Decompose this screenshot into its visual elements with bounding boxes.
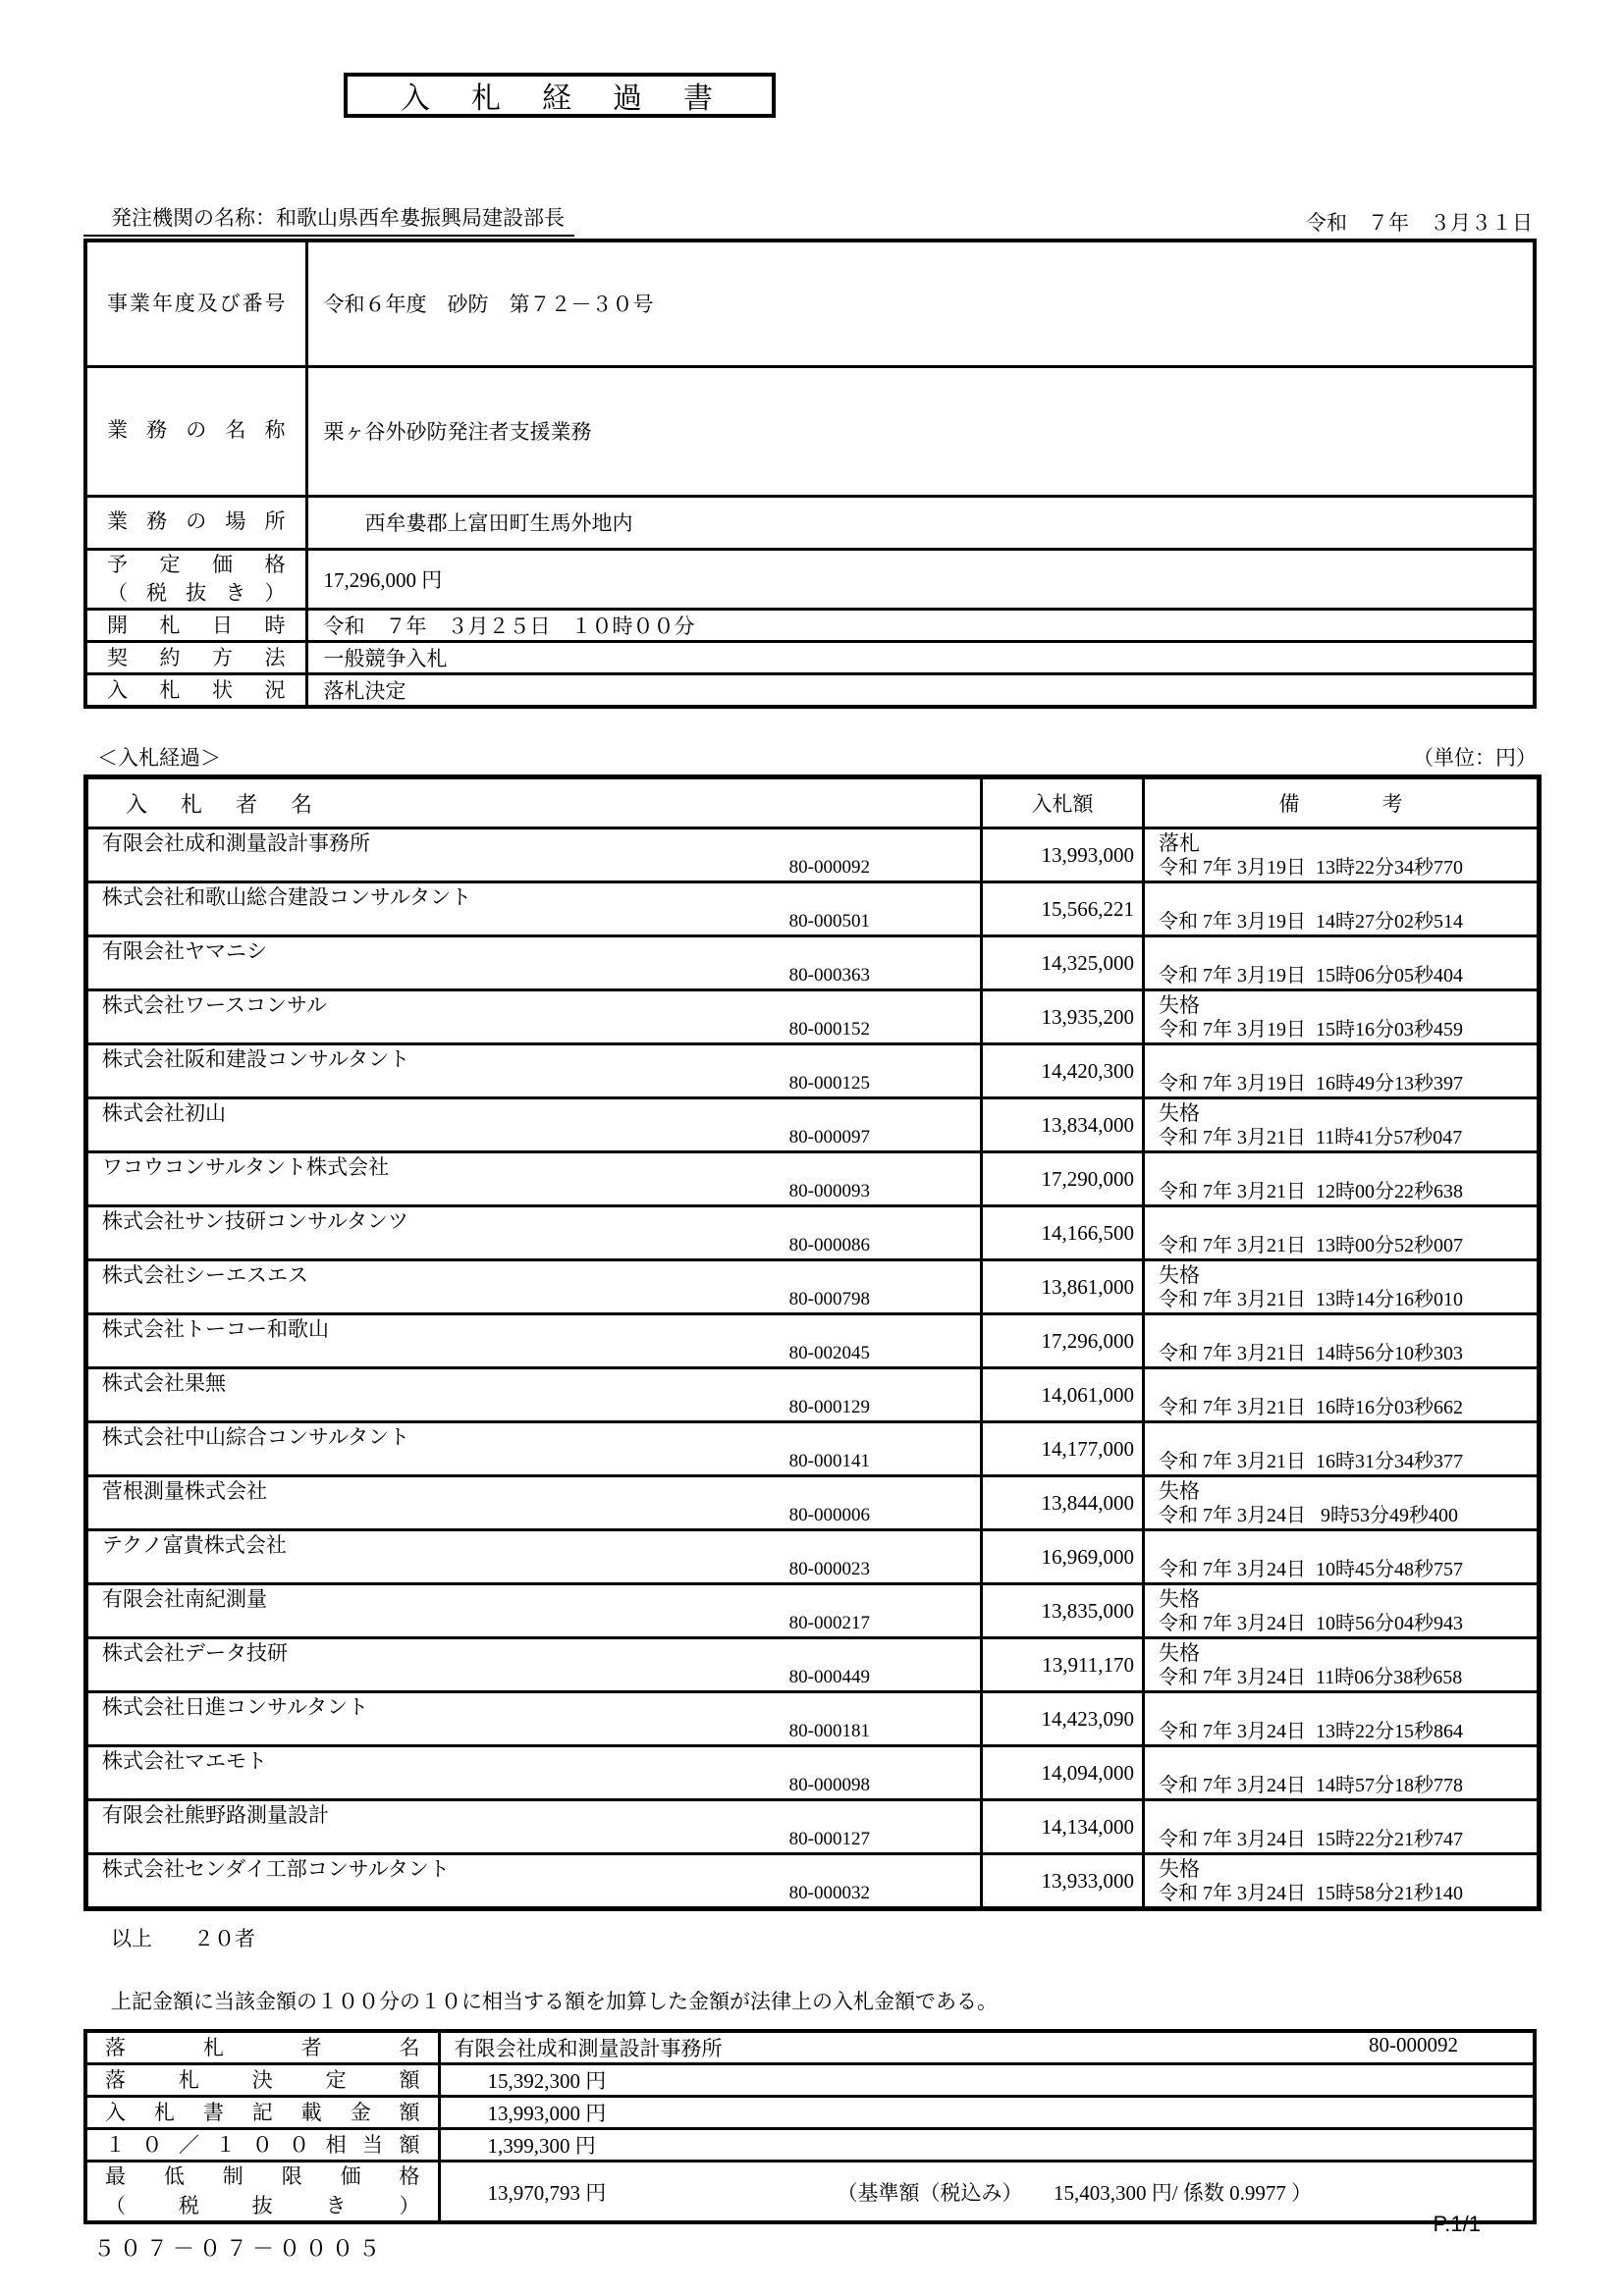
bidder-name: 有限会社ヤマニシ bbox=[102, 939, 267, 964]
result-row-bid-sheet-amount bbox=[85, 2097, 1535, 2129]
info-label-cell bbox=[85, 642, 306, 674]
result-row-winner bbox=[85, 2031, 1535, 2064]
bid-datetime: 令和 7年 3月24日 11時06分38秒658 bbox=[1159, 1667, 1463, 1689]
bid-datetime: 令和 7年 3月21日 11時41分57秒047 bbox=[1159, 1127, 1463, 1149]
bid-row bbox=[86, 828, 1540, 882]
bidder-name: 有限会社熊野路測量設計 bbox=[102, 1803, 329, 1828]
bid-row bbox=[86, 936, 1540, 990]
bidder-cell bbox=[86, 1476, 982, 1530]
award-result-table bbox=[83, 2029, 1537, 2224]
minimum-price-amount: 13,970,793 円 bbox=[487, 2180, 607, 2205]
bid-status bbox=[1159, 1370, 1537, 1396]
bidder-cell bbox=[86, 1260, 982, 1314]
bid-row bbox=[86, 1260, 1540, 1314]
bidder-code: 80-000098 bbox=[788, 1775, 870, 1796]
bid-datetime: 令和 7年 3月21日 13時14分16秒010 bbox=[1159, 1289, 1463, 1311]
bid-amount: 14,166,500 bbox=[982, 1206, 1144, 1260]
info-value: 一般競争入札 bbox=[306, 642, 1535, 674]
bid-amount: 14,094,000 bbox=[982, 1746, 1144, 1800]
document-date: 令和 ７年 ３月３１日 bbox=[1306, 211, 1533, 235]
info-label-cell bbox=[85, 549, 306, 610]
bidder-name: テクノ富貴株式会社 bbox=[102, 1533, 287, 1558]
bid-amount: 14,134,000 bbox=[982, 1800, 1144, 1854]
bid-status bbox=[1159, 1802, 1537, 1828]
bidder-code: 80-000006 bbox=[788, 1505, 870, 1526]
bidder-code: 80-000127 bbox=[788, 1829, 870, 1850]
bid-amount: 13,933,000 bbox=[982, 1854, 1144, 1909]
result-label-cell bbox=[85, 2097, 439, 2129]
bidder-cell bbox=[86, 1314, 982, 1368]
info-label: 業務の場所 bbox=[107, 509, 286, 534]
remarks-cell bbox=[1144, 1638, 1540, 1692]
bid-amount: 14,420,300 bbox=[982, 1044, 1144, 1098]
info-value: 落札決定 bbox=[306, 674, 1535, 708]
bid-datetime: 令和 7年 3月21日 12時00分22秒638 bbox=[1159, 1181, 1463, 1203]
bidder-name: 株式会社マエモト bbox=[102, 1749, 267, 1774]
bidder-name: 株式会社トーコー和歌山 bbox=[102, 1317, 329, 1342]
bid-row bbox=[86, 882, 1540, 936]
bid-row bbox=[86, 1152, 1540, 1206]
bid-row bbox=[86, 1692, 1540, 1746]
column-header-remarks: 備 考 bbox=[1144, 777, 1540, 828]
remarks-cell bbox=[1144, 1584, 1540, 1638]
bidder-cell bbox=[86, 1854, 982, 1909]
bid-amount: 13,835,000 bbox=[982, 1584, 1144, 1638]
info-label-cell bbox=[85, 674, 306, 708]
bidder-code: 80-000032 bbox=[788, 1883, 870, 1904]
bid-status: 失格 bbox=[1159, 1587, 1200, 1612]
bidder-name: 有限会社成和測量設計事務所 bbox=[102, 831, 370, 856]
bid-status bbox=[1159, 1154, 1537, 1180]
bid-status bbox=[1159, 938, 1537, 964]
bidder-name: 株式会社和歌山総合建設コンサルタント bbox=[102, 885, 472, 910]
bidder-name: 株式会社ワースコンサル bbox=[102, 993, 327, 1018]
bid-datetime: 令和 7年 3月24日 14時57分18秒778 bbox=[1159, 1775, 1463, 1797]
bid-status bbox=[1159, 1316, 1537, 1342]
result-label-cell bbox=[85, 2064, 439, 2097]
info-row bbox=[85, 496, 1535, 549]
bid-status: 失格 bbox=[1159, 1857, 1200, 1882]
bidder-name: ワコウコンサルタント株式会社 bbox=[102, 1155, 390, 1180]
bid-row bbox=[86, 1800, 1540, 1854]
bid-sheet-amount: 13,993,000 円 bbox=[439, 2097, 1535, 2129]
bid-row bbox=[86, 1314, 1540, 1368]
info-label-cell bbox=[85, 240, 306, 366]
minimum-price-cell bbox=[439, 2162, 1535, 2222]
bidder-code: 80-000152 bbox=[788, 1019, 870, 1041]
bid-datetime: 令和 7年 3月19日 15時06分05秒404 bbox=[1159, 965, 1463, 988]
bidder-cell bbox=[86, 1368, 982, 1422]
result-label: 最低制限価格 bbox=[105, 2164, 420, 2189]
bid-status: 失格 bbox=[1159, 1263, 1200, 1288]
info-value: 令和 ７年 ３月２５日 １０時００分 bbox=[306, 610, 1535, 642]
bidder-cell bbox=[86, 1098, 982, 1152]
bid-datetime: 令和 7年 3月19日 14時27分02秒514 bbox=[1159, 911, 1463, 934]
bid-datetime: 令和 7年 3月19日 16時49分13秒397 bbox=[1159, 1073, 1463, 1095]
bid-amount: 14,177,000 bbox=[982, 1422, 1144, 1476]
bid-datetime: 令和 7年 3月21日 13時00分52秒007 bbox=[1159, 1235, 1463, 1257]
unit-note: （単位：円） bbox=[1413, 746, 1537, 771]
bid-row bbox=[86, 1854, 1540, 1909]
bidder-name: 株式会社阪和建設コンサルタント bbox=[102, 1047, 410, 1072]
info-label-cell bbox=[85, 366, 306, 496]
info-row bbox=[85, 549, 1535, 610]
bid-amount: 14,061,000 bbox=[982, 1368, 1144, 1422]
remarks-cell bbox=[1144, 1800, 1540, 1854]
bidder-cell bbox=[86, 1584, 982, 1638]
bid-datetime: 令和 7年 3月21日 14時56分10秒303 bbox=[1159, 1343, 1463, 1365]
info-label: 事業年度及び番号 bbox=[107, 291, 286, 315]
info-value: 西牟婁郡上富田町生馬外地内 bbox=[306, 496, 1535, 549]
remarks-cell bbox=[1144, 1368, 1540, 1422]
bidder-name: 株式会社果無 bbox=[102, 1371, 226, 1396]
bid-amount: 17,290,000 bbox=[982, 1152, 1144, 1206]
bid-datetime: 令和 7年 3月21日 16時31分34秒377 bbox=[1159, 1451, 1463, 1473]
page-number: P.1/1 bbox=[1433, 2212, 1481, 2236]
bidder-code: 80-000217 bbox=[788, 1613, 870, 1634]
legal-note: 上記金額に当該金額の１００分の１０に相当する額を加算した金額が法律上の入札金額である。 bbox=[111, 1990, 998, 2014]
document-number: ５０７－０７－０００５ bbox=[93, 2236, 386, 2262]
info-value: 17,296,000 円 bbox=[306, 549, 1535, 610]
remarks-cell bbox=[1144, 990, 1540, 1044]
bid-status bbox=[1159, 1532, 1537, 1558]
bid-datetime: 令和 7年 3月24日 13時22分15秒864 bbox=[1159, 1721, 1463, 1743]
bidder-code: 80-000181 bbox=[788, 1721, 870, 1742]
bid-row bbox=[86, 1476, 1540, 1530]
bid-status bbox=[1159, 1046, 1537, 1072]
bid-row bbox=[86, 1044, 1540, 1098]
bid-amount: 15,566,221 bbox=[982, 882, 1144, 936]
bid-section-title: ＜入札経過＞ bbox=[97, 746, 221, 771]
bid-table-header-row bbox=[86, 777, 1540, 828]
ordering-agency: 発注機関の名称：和歌山県西牟婁振興局建設部長 bbox=[83, 202, 574, 237]
document-title-box bbox=[344, 73, 776, 118]
document-title: 入 札 経 過 書 bbox=[401, 82, 719, 115]
bidder-cell bbox=[86, 1692, 982, 1746]
bid-datetime: 令和 7年 3月19日 15時16分03秒459 bbox=[1159, 1019, 1463, 1041]
bidder-cell bbox=[86, 1638, 982, 1692]
bid-amount: 13,935,200 bbox=[982, 990, 1144, 1044]
bidder-name: 株式会社中山綜合コンサルタント bbox=[102, 1425, 410, 1450]
bidder-code: 80-000449 bbox=[788, 1667, 870, 1688]
bid-datetime: 令和 7年 3月24日 15時58分21秒140 bbox=[1159, 1883, 1463, 1905]
tax-equivalent-amount: 1,399,300 円 bbox=[439, 2129, 1535, 2162]
bidder-code: 80-000093 bbox=[788, 1181, 870, 1202]
remarks-cell bbox=[1144, 828, 1540, 882]
bidder-name: 株式会社センダイ工部コンサルタント bbox=[102, 1857, 450, 1882]
bid-amount: 13,993,000 bbox=[982, 828, 1144, 882]
bid-status bbox=[1159, 884, 1537, 910]
bidder-code: 80-000086 bbox=[788, 1235, 870, 1256]
remarks-cell bbox=[1144, 1044, 1540, 1098]
bid-row bbox=[86, 1098, 1540, 1152]
info-label: 予定価格 bbox=[107, 552, 286, 576]
remarks-cell bbox=[1144, 1422, 1540, 1476]
bidder-code: 80-002045 bbox=[788, 1343, 870, 1364]
result-row-minimum-price bbox=[85, 2162, 1535, 2222]
bid-datetime: 令和 7年 3月24日 10時45分48秒757 bbox=[1159, 1559, 1463, 1581]
bid-row bbox=[86, 1530, 1540, 1584]
bid-datetime: 令和 7年 3月24日 15時22分21秒747 bbox=[1159, 1829, 1463, 1851]
bid-amount: 13,844,000 bbox=[982, 1476, 1144, 1530]
bidder-name: 株式会社サン技研コンサルタンツ bbox=[102, 1209, 409, 1234]
result-label: １０／１００相当額 bbox=[105, 2132, 420, 2157]
info-label: 入札状況 bbox=[107, 677, 286, 702]
bidder-cell bbox=[86, 1746, 982, 1800]
info-row bbox=[85, 642, 1535, 674]
bid-amount: 13,834,000 bbox=[982, 1098, 1144, 1152]
bid-status bbox=[1159, 1424, 1537, 1450]
bid-row bbox=[86, 1206, 1540, 1260]
bid-amount: 17,296,000 bbox=[982, 1314, 1144, 1368]
bidder-cell bbox=[86, 882, 982, 936]
info-row bbox=[85, 366, 1535, 496]
bid-datetime: 令和 7年 3月24日 10時56分04秒943 bbox=[1159, 1613, 1463, 1635]
result-label-cell bbox=[85, 2162, 439, 2222]
remarks-cell bbox=[1144, 1530, 1540, 1584]
bid-section-header bbox=[83, 742, 1541, 772]
remarks-cell bbox=[1144, 1692, 1540, 1746]
bidder-cell bbox=[86, 828, 982, 882]
info-label-cell bbox=[85, 496, 306, 549]
remarks-cell bbox=[1144, 1476, 1540, 1530]
bid-row bbox=[86, 1368, 1540, 1422]
bidder-name: 株式会社データ技研 bbox=[102, 1641, 288, 1666]
result-label: 落札者名 bbox=[105, 2035, 420, 2059]
bid-status bbox=[1159, 1208, 1537, 1234]
remarks-cell bbox=[1144, 1314, 1540, 1368]
bidder-cell bbox=[86, 1044, 982, 1098]
bid-amount: 16,969,000 bbox=[982, 1530, 1144, 1584]
info-label-cell bbox=[85, 610, 306, 642]
result-label: 落札決定額 bbox=[105, 2067, 420, 2092]
bidder-cell bbox=[86, 1206, 982, 1260]
bid-datetime: 令和 7年 3月21日 16時16分03秒662 bbox=[1159, 1397, 1463, 1419]
info-row bbox=[85, 610, 1535, 642]
bid-row bbox=[86, 1584, 1540, 1638]
bidder-code: 80-000023 bbox=[788, 1559, 870, 1580]
bidder-code: 80-000092 bbox=[788, 857, 870, 879]
bidder-cell bbox=[86, 1422, 982, 1476]
info-label: 契約方法 bbox=[107, 645, 286, 669]
bid-status: 失格 bbox=[1159, 1641, 1200, 1666]
award-amount: 15,392,300 円 bbox=[439, 2064, 1535, 2097]
bidder-name: 有限会社南紀測量 bbox=[102, 1587, 267, 1612]
bidder-code: 80-000363 bbox=[788, 965, 870, 987]
bidder-name: 株式会社日進コンサルタント bbox=[102, 1695, 369, 1720]
bid-status bbox=[1159, 1694, 1537, 1720]
info-label-line2: （税抜き） bbox=[107, 580, 286, 605]
result-row-tax-equivalent bbox=[85, 2129, 1535, 2162]
info-value: 栗ヶ谷外砂防発注者支援業務 bbox=[306, 366, 1535, 496]
bidder-code: 80-000501 bbox=[788, 911, 870, 933]
minimum-price-basis: （基準額（税込み） 15,403,300 円/ 係数 0.9977 ） bbox=[837, 2180, 1313, 2205]
bid-datetime: 令和 7年 3月19日 13時22分34秒770 bbox=[1159, 857, 1463, 880]
info-value: 令和６年度 砂防 第７２－３０号 bbox=[306, 240, 1535, 366]
remarks-cell bbox=[1144, 882, 1540, 936]
bid-row bbox=[86, 1422, 1540, 1476]
bidder-code: 80-000125 bbox=[788, 1073, 870, 1095]
bidder-name: 株式会社シーエスエス bbox=[102, 1263, 308, 1288]
bid-amount: 13,911,170 bbox=[982, 1638, 1144, 1692]
remarks-cell bbox=[1144, 1206, 1540, 1260]
bid-amount: 13,861,000 bbox=[982, 1260, 1144, 1314]
result-label: 入札書記載金額 bbox=[105, 2100, 420, 2124]
winner-code: 80-000092 bbox=[1369, 2033, 1458, 2057]
bidder-code: 80-000141 bbox=[788, 1451, 870, 1472]
bidder-cell bbox=[86, 990, 982, 1044]
bidder-code: 80-000129 bbox=[788, 1397, 870, 1418]
bid-amount: 14,325,000 bbox=[982, 936, 1144, 990]
column-header-bidder: 入 札 者 名 bbox=[86, 777, 982, 828]
bid-amount: 14,423,090 bbox=[982, 1692, 1144, 1746]
remarks-cell bbox=[1144, 1746, 1540, 1800]
remarks-cell bbox=[1144, 936, 1540, 990]
bidder-code: 80-000097 bbox=[788, 1127, 870, 1148]
bidder-code: 80-000798 bbox=[788, 1289, 870, 1310]
bidder-cell bbox=[86, 1152, 982, 1206]
bidder-count-note: 以上 ２０者 bbox=[111, 1927, 255, 1951]
project-info-table bbox=[83, 239, 1537, 709]
bid-status: 失格 bbox=[1159, 1479, 1200, 1504]
bidder-cell bbox=[86, 1530, 982, 1584]
bidder-name: 菅根測量株式会社 bbox=[102, 1479, 267, 1504]
remarks-cell bbox=[1144, 1260, 1540, 1314]
bid-row bbox=[86, 990, 1540, 1044]
remarks-cell bbox=[1144, 1098, 1540, 1152]
result-row-award-amount bbox=[85, 2064, 1535, 2097]
info-row bbox=[85, 674, 1535, 708]
bid-status bbox=[1159, 1748, 1537, 1774]
remarks-cell bbox=[1144, 1152, 1540, 1206]
bidder-cell bbox=[86, 1800, 982, 1854]
result-label-cell bbox=[85, 2129, 439, 2162]
bid-datetime: 令和 7年 3月24日 9時53分49秒400 bbox=[1159, 1505, 1458, 1527]
bid-status: 失格 bbox=[1159, 993, 1200, 1018]
bid-progress-table bbox=[83, 774, 1542, 1911]
info-row bbox=[85, 240, 1535, 366]
column-header-amount: 入札額 bbox=[982, 777, 1144, 828]
winner-name: 有限会社成和測量設計事務所 bbox=[454, 2037, 723, 2061]
bidder-name: 株式会社初山 bbox=[102, 1101, 226, 1126]
bid-row bbox=[86, 1746, 1540, 1800]
winner-value-cell bbox=[439, 2031, 1535, 2064]
info-label: 業務の名称 bbox=[107, 418, 286, 443]
result-label-line2: （税抜き） bbox=[105, 2193, 420, 2217]
bid-status: 失格 bbox=[1159, 1101, 1200, 1126]
bid-row bbox=[86, 1638, 1540, 1692]
bid-status: 落札 bbox=[1159, 831, 1200, 856]
info-label: 開札日時 bbox=[107, 613, 286, 637]
bidder-cell bbox=[86, 936, 982, 990]
document-header bbox=[83, 202, 1541, 237]
result-label-cell bbox=[85, 2031, 439, 2064]
remarks-cell bbox=[1144, 1854, 1540, 1909]
